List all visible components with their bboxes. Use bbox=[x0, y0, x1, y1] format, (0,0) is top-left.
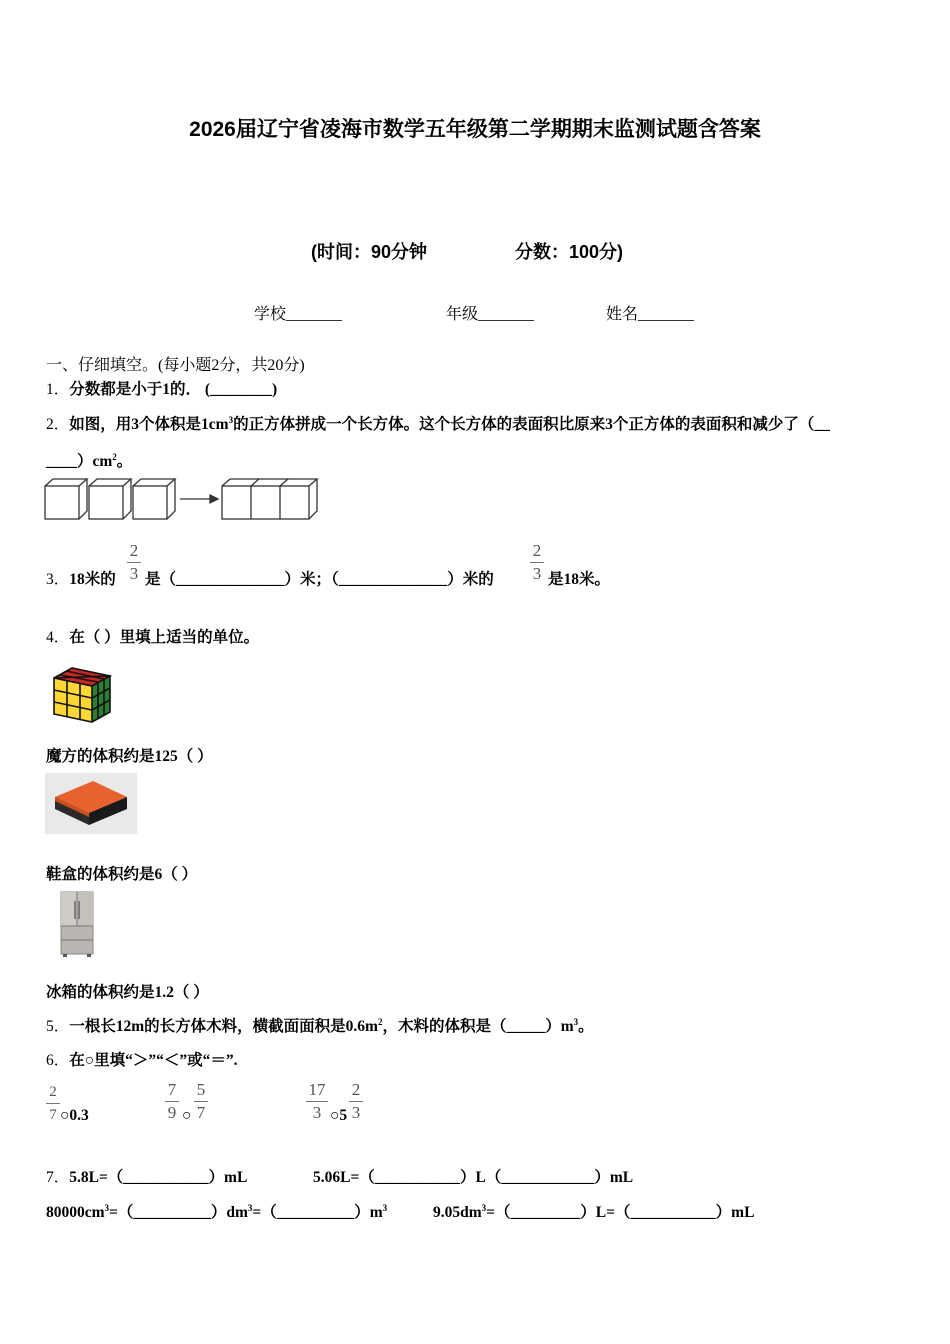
grade-field: 年级_______ bbox=[446, 306, 535, 323]
question-3-end: 是18米。 bbox=[548, 571, 611, 588]
cube-icon bbox=[45, 479, 87, 519]
shoebox-volume-question: 鞋盒的体积约是6（ ） bbox=[46, 866, 198, 883]
cube-icon bbox=[89, 479, 131, 519]
cuboid-icon bbox=[222, 479, 317, 519]
school-field: 学校_______ bbox=[254, 306, 343, 323]
question-7-line-2-part-b: $9.05dm^3=(\_\_\_\_\_\_\_\_\_)L=(\_\_\_\_\_\_\_\_\_\_\_)mL$ bbox=[433, 1202, 755, 1221]
fraction-5-7: 5 7 bbox=[194, 1080, 208, 1123]
exam-score: 分数：100分) bbox=[515, 242, 624, 262]
question-6: 6．在○里填“＞”“＜”或“＝”. bbox=[46, 1052, 238, 1069]
exam-time: (时间：90分钟 bbox=[311, 242, 428, 262]
rubiks-cube-image bbox=[50, 664, 114, 724]
compare-1[interactable]: ○0.3 bbox=[60, 1107, 89, 1124]
shoebox-image bbox=[45, 773, 137, 834]
name-field: 姓名_______ bbox=[606, 306, 695, 323]
fraction-2-3: 2 3 bbox=[530, 541, 544, 584]
fridge-image bbox=[55, 889, 99, 959]
question-2: 2．如图，用3个体积是$1cm^3$的正方体拼成一个长方体。这个长方体的表面积比原来3个正方体的表面积和减少了（__ bbox=[46, 414, 830, 433]
fraction-2-3: 2 3 bbox=[349, 1080, 363, 1123]
question-2-cont: $\_\_\_\_)cm^2$。 bbox=[46, 451, 133, 470]
fraction-7-9: 7 9 bbox=[165, 1080, 179, 1123]
page-title: 2026届辽宁省凌海市数学五年级第二学期期末监测试题含答案 bbox=[189, 118, 761, 141]
question-5: 5．一根长12m的长方体木料，横截面面积是$0.6m^2$，木料的体积是$(\_\_\_\_\_)m^3$。 bbox=[46, 1016, 594, 1035]
fraction-17-3: 17 3 bbox=[306, 1080, 328, 1123]
fridge-volume-question: 冰箱的体积约是1.2（ ） bbox=[46, 984, 209, 1001]
fraction-2-3: 2 3 bbox=[127, 541, 141, 584]
section-heading: 一、仔细填空。(每小题2分，共20分) bbox=[46, 357, 305, 374]
fraction-2-7: 2 7 bbox=[46, 1082, 60, 1125]
question-7-part-b: 5.06L=（___________）L（____________）mL bbox=[313, 1169, 634, 1186]
compare-2[interactable]: ○ bbox=[182, 1107, 192, 1124]
question-4: 4．在（ ）里填上适当的单位。 bbox=[46, 629, 260, 646]
question-3: 3．18米的 bbox=[46, 571, 116, 588]
cubes-figure bbox=[44, 477, 320, 523]
question-7-line-2: $80000cm^3=(\_\_\_\_\_\_\_\_\_\_)dm^3=(\_\_\_\_\_\_\_\_\_\_)m^3$ bbox=[46, 1202, 388, 1221]
question-7: 7．5.8L=（___________）mL bbox=[46, 1169, 248, 1186]
cube-icon bbox=[133, 479, 175, 519]
compare-3[interactable]: ○5 bbox=[330, 1107, 348, 1124]
cube-volume-question: 魔方的体积约是125（ ） bbox=[46, 748, 213, 765]
question-1: 1．分数都是小于1的． (________) bbox=[46, 381, 278, 398]
question-3-mid: 是（______________）米；（______________）米的 bbox=[145, 571, 494, 588]
